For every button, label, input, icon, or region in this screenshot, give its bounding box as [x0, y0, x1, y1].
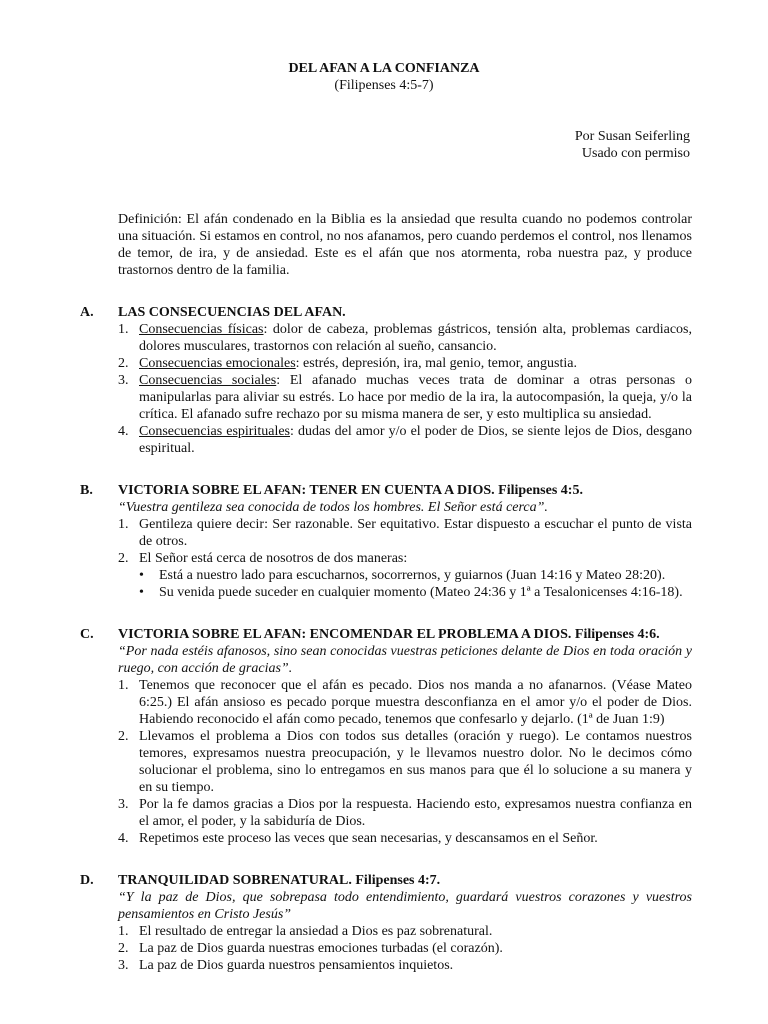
item-number: 1.	[118, 924, 129, 939]
bullet-text: Está a nuestro lado para escucharnos, socorrernos, y guiarnos (Juan 14:16 y Mateo 28:20).	[159, 568, 666, 583]
section-c	[80, 626, 692, 847]
item-description: Tenemos que reconocer que el afán es pecado. Dios nos manda a no afanarnos. (Véase Mateo 6:25.) El afán ansioso es pecado porque muestra desconfianza en el amor y/o el poder de Dios. Habiendo reconocido el afán como pecado, tenemos que confesarlo y dejarlo. (1ª de Juan 1:9)	[139, 678, 692, 727]
item-number: 1.	[118, 517, 129, 532]
section-a	[80, 304, 692, 457]
bullet-item	[139, 584, 692, 601]
author-block	[575, 128, 690, 162]
item-text	[139, 940, 692, 957]
scripture-quote: “Y la paz de Dios, que sobrepasa todo entendimiento, guardará vuestros corazones y vuestros pensamientos en Cristo Jesús”	[118, 890, 692, 922]
section-d	[80, 872, 692, 974]
permission-line: Usado con permiso	[581, 146, 690, 161]
item-description: : estrés, depresión, ira, mal genio, temor, angustia.	[295, 356, 577, 371]
scripture-quote: “Por nada estéis afanosos, sino sean conocidas vuestras peticiones delante de Dios en toda oración y ruego, con acción de gracias”.	[118, 644, 692, 676]
section-body	[118, 889, 692, 974]
item-text	[139, 321, 692, 355]
document-subtitle: (Filipenses 4:5-7)	[334, 78, 434, 93]
list-item	[118, 957, 692, 974]
item-number: 2.	[118, 941, 129, 956]
bullet-text: Su venida puede suceder en cualquier momento (Mateo 24:36 y 1ª a Tesalonicenses 4:16-18).	[159, 585, 683, 600]
numbered-list	[118, 516, 692, 601]
bullet-list	[139, 567, 692, 601]
definition-paragraph: Definición: El afán condenado en la Biblia es la ansiedad que resulta cuando no podemos controlar una situación. Si estamos en control, no nos afanamos, pero cuando perdemos el control, nos llenamos de temor, de ira, y de ansiedad. Este es el afán que nos atormenta, roba nuestra paz, y produce trastornos dentro de la familia.	[118, 212, 692, 278]
section-letter: D.	[80, 873, 94, 888]
item-description: : dudas del amor y/o el poder de Dios, se siente lejos de Dios, desgano espiritual.	[139, 424, 693, 456]
item-description: Gentileza quiere decir: Ser razonable. Ser equitativo. Estar dispuesto a escuchar el punto de vista de otros.	[139, 517, 692, 549]
section-b	[80, 482, 692, 601]
item-number: 4.	[118, 831, 129, 846]
item-term: Consecuencias espirituales	[139, 424, 291, 439]
list-item	[118, 550, 692, 601]
item-number: 3.	[118, 373, 129, 388]
numbered-list	[118, 677, 692, 847]
list-item	[118, 372, 692, 423]
document-title: DEL AFAN A LA CONFIANZA	[288, 61, 480, 76]
author-line: Por Susan Seiferling	[574, 129, 690, 144]
item-description: La paz de Dios guarda nuestras emociones turbadas (el corazón).	[139, 941, 503, 956]
list-item	[118, 940, 692, 957]
item-number: 2.	[118, 729, 129, 744]
list-item	[118, 728, 692, 796]
item-description: El resultado de entregar la ansiedad a Dios es paz sobrenatural.	[139, 924, 493, 939]
section-heading	[80, 626, 692, 643]
scripture-quote: “Vuestra gentileza sea conocida de todos los hombres. El Señor está cerca”.	[118, 500, 548, 515]
list-item	[118, 677, 692, 728]
item-number: 4.	[118, 424, 129, 439]
item-description: El Señor está cerca de nosotros de dos maneras:	[139, 551, 408, 566]
item-text	[139, 423, 692, 457]
title-block	[0, 60, 768, 94]
list-item	[118, 923, 692, 940]
section-title: TRANQUILIDAD SOBRENATURAL. Filipenses 4:7.	[118, 873, 441, 888]
item-text	[139, 516, 692, 550]
bullet-marker: •	[139, 585, 144, 600]
section-body	[118, 499, 692, 601]
item-text	[139, 830, 692, 847]
section-body	[118, 643, 692, 847]
list-item	[118, 516, 692, 550]
section-title: VICTORIA SOBRE EL AFAN: TENER EN CUENTA A DIOS. Filipenses 4:5.	[118, 483, 583, 498]
bullet-marker: •	[139, 568, 144, 583]
item-description: : El afanado muchas veces trata de dominar a otras personas o manipularlas para aliviar su estrés. Lo hace por medio de la ira, la autocompasión, la queja, y/o la crítica. El afanado sufre rechazo por su misma manera de ser, y esto multiplica su ansiedad.	[139, 373, 692, 422]
list-item	[118, 796, 692, 830]
list-item	[118, 423, 692, 457]
item-description: : dolor de cabeza, problemas gástricos, tensión alta, problemas cardiacos, dolores musculares, trastornos con relación al sueño, cansancio.	[139, 322, 692, 354]
item-text	[139, 957, 692, 974]
numbered-list	[118, 923, 692, 974]
section-heading	[80, 872, 692, 889]
item-term: Consecuencias emocionales	[139, 356, 296, 371]
document-body	[80, 211, 692, 999]
item-text	[139, 728, 692, 796]
item-description: Por la fe damos gracias a Dios por la respuesta. Haciendo esto, expresamos nuestra confianza en el amor, el poder, y la sabiduría de Dios.	[139, 797, 692, 829]
sections-container	[80, 304, 692, 974]
section-heading	[80, 482, 692, 499]
section-letter: A.	[80, 305, 94, 320]
item-number: 1.	[118, 678, 129, 693]
item-description: Llevamos el problema a Dios con todos sus detalles (oración y ruego). Le contamos nuestros temores, expresamos nuestra preocupación, y le llevamos nuestro dolor. No le decimos cómo solucionar el problema, sino lo entregamos en sus manos para que él lo solucione a su manera y en su tiempo.	[139, 729, 692, 795]
list-item	[118, 830, 692, 847]
item-text	[139, 355, 692, 372]
item-description: La paz de Dios guarda nuestros pensamientos inquietos.	[139, 958, 454, 973]
item-term: Consecuencias sociales	[139, 373, 277, 388]
item-description: Repetimos este proceso las veces que sean necesarias, y descansamos en el Señor.	[139, 831, 598, 846]
numbered-list	[118, 321, 692, 457]
item-number: 2.	[118, 551, 129, 566]
item-text	[139, 372, 692, 423]
section-heading	[80, 304, 692, 321]
item-text	[139, 677, 692, 728]
item-text	[139, 923, 692, 940]
section-letter: B.	[80, 483, 93, 498]
item-number: 1.	[118, 322, 129, 337]
bullet-item	[139, 567, 692, 584]
list-item	[118, 355, 692, 372]
item-term: Consecuencias físicas	[139, 322, 264, 337]
item-number: 3.	[118, 797, 129, 812]
item-number: 2.	[118, 356, 129, 371]
section-letter: C.	[80, 627, 94, 642]
item-text	[139, 550, 692, 601]
section-title: VICTORIA SOBRE EL AFAN: ENCOMENDAR EL PROBLEMA A DIOS. Filipenses 4:6.	[118, 627, 660, 642]
item-text	[139, 796, 692, 830]
item-number: 3.	[118, 958, 129, 973]
section-body	[118, 321, 692, 457]
list-item	[118, 321, 692, 355]
section-title: LAS CONSECUENCIAS DEL AFAN.	[118, 305, 346, 320]
